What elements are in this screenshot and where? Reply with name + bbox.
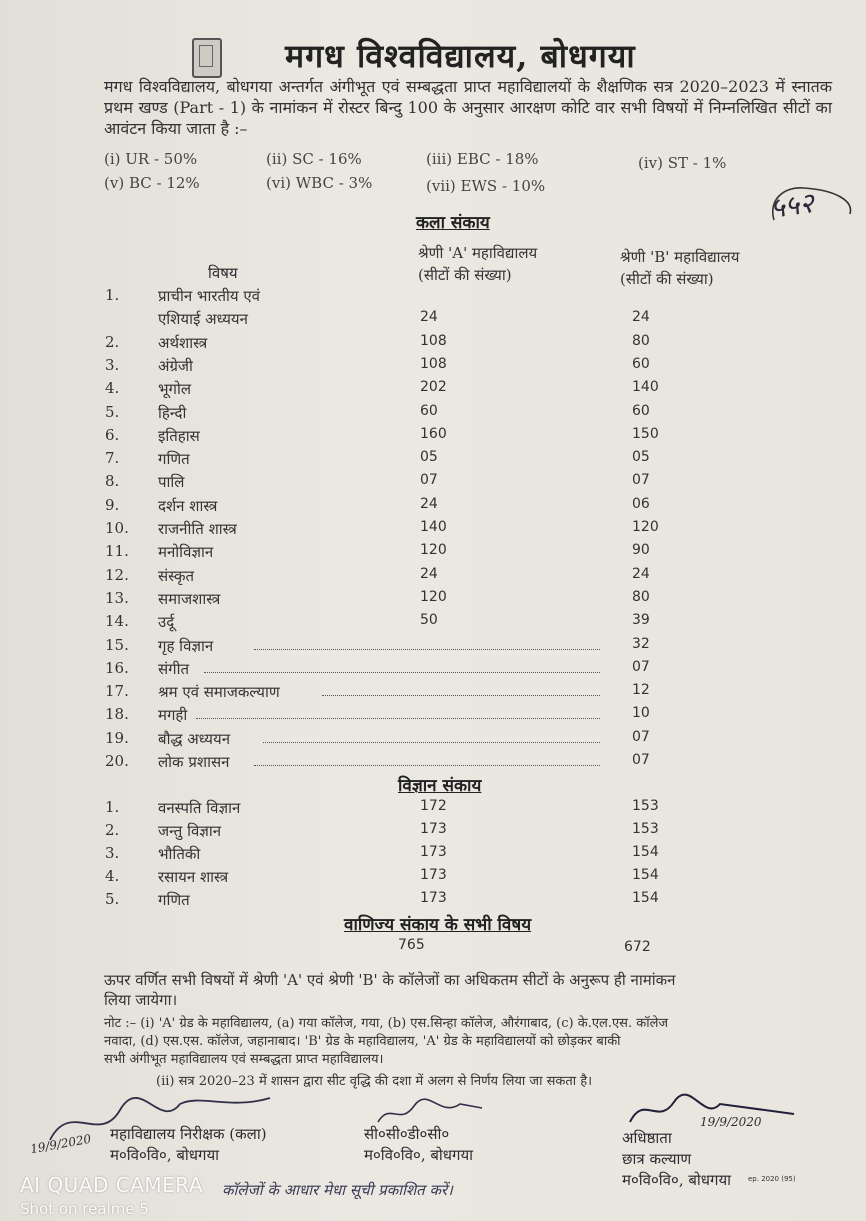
row-subject: भूगोल	[158, 380, 192, 399]
row-subject: पालि	[158, 473, 185, 492]
row-subject: रसायन शास्त्र	[158, 868, 229, 886]
table-row	[0, 636, 866, 658]
arts-heading: कला संकाय	[416, 213, 490, 233]
row-subject: गृह विज्ञान	[158, 636, 214, 655]
camera-watermark: AI QUAD CAMERA	[20, 1173, 204, 1197]
row-number: 4.	[105, 867, 120, 885]
quota-bc: (v) BC - 12%	[104, 174, 200, 192]
subject-column-header: विषय	[208, 264, 238, 282]
table-row	[0, 844, 866, 866]
commerce-heading: वाणिज्य संकाय के सभी विषय	[344, 915, 532, 935]
signature-block-dean	[622, 1128, 731, 1191]
col-b-line1: श्रेणी 'B' महाविद्यालय	[620, 248, 740, 266]
row-number: 20.	[105, 752, 129, 770]
handwritten-number: ५५२	[767, 186, 816, 225]
quota-wbc: (vi) WBC - 3%	[266, 174, 373, 192]
signature-block-inspector	[110, 1124, 267, 1166]
science-heading: विज्ञान संकाय	[398, 776, 482, 796]
row-number: 8.	[105, 472, 120, 491]
row-b-seats: 39	[632, 612, 650, 629]
commerce-b-seats: 672	[624, 939, 651, 955]
row-b-seats: 12	[632, 682, 650, 699]
row-number: 2.	[105, 821, 120, 839]
row-subject: इतिहास	[158, 426, 200, 445]
row-subject: समाजशास्त्र	[158, 589, 221, 608]
row-number: 16.	[105, 658, 129, 677]
row-a-seats: 160	[420, 425, 447, 442]
row-number: 18.	[105, 705, 129, 724]
row-a-seats: 173	[420, 890, 447, 906]
table-row	[0, 612, 866, 634]
arts-col-b-header	[620, 246, 739, 290]
row-number: 6.	[105, 425, 120, 444]
table-row	[0, 379, 866, 401]
row-a-seats: 07	[420, 472, 438, 489]
dean-university: म०वि०वि०, बोधगया	[622, 1171, 732, 1189]
row-subject: जन्तु विज्ञान	[158, 822, 222, 840]
row-a-seats: 24	[420, 495, 438, 512]
col-b-line2: (सीटों की संख्या)	[620, 270, 714, 288]
col-a-line1: श्रेणी 'A' महाविद्यालय	[418, 244, 538, 262]
table-row	[0, 589, 866, 611]
row-subject: उर्दू	[158, 613, 175, 632]
table-row	[0, 659, 866, 681]
table-row	[0, 705, 866, 727]
row-number: 9.	[105, 495, 120, 514]
note-line-3: सभी अंगीभूत महाविद्यालय एवं सम्बद्धता प्राप्त महाविद्यालय।	[104, 1052, 384, 1067]
row-number: 11.	[105, 542, 129, 561]
table-row	[0, 890, 866, 912]
arts-col-a-header	[418, 242, 537, 286]
row-b-seats: 05	[632, 449, 650, 466]
handwritten-date-1: 19/9/2020	[29, 1131, 93, 1157]
table-row	[0, 403, 866, 425]
table-row	[0, 309, 866, 331]
row-subject: वनस्पति विज्ञान	[158, 799, 241, 817]
dean-dept: छात्र कल्याण	[622, 1150, 692, 1168]
row-b-seats: 154	[632, 867, 659, 883]
page-title: मगध विश्वविद्यालय, बोधगया	[285, 37, 636, 75]
row-b-seats: 06	[632, 495, 650, 512]
row-subject: भौतिकी	[158, 845, 201, 863]
row-b-seats: 32	[632, 635, 650, 652]
row-b-seats: 07	[632, 728, 650, 745]
dotted-leader	[204, 659, 600, 673]
table-row	[0, 566, 866, 588]
row-b-seats: 07	[632, 752, 650, 768]
table-row	[0, 426, 866, 448]
row-a-seats: 108	[420, 332, 447, 349]
table-row	[0, 542, 866, 564]
commerce-a-seats: 765	[398, 937, 425, 953]
note-line-4: (ii) सत्र 2020–23 में शासन द्वारा सीट वृद्धि की दशा में अलग से निर्णय लिया जा सकता है।	[156, 1074, 593, 1089]
row-a-seats: 50	[420, 612, 438, 629]
row-subject: हिन्दी	[158, 403, 187, 422]
row-subject: मगही	[158, 706, 188, 725]
row-number: 3.	[105, 355, 120, 374]
row-subject: श्रम एवं समाजकल्याण	[158, 683, 280, 702]
row-subject: संस्कृत	[158, 566, 195, 585]
row-number: 13.	[105, 588, 129, 607]
dean-title: अधिष्ठाता	[622, 1129, 672, 1147]
quota-st: (iv) ST - 1%	[638, 154, 727, 172]
row-subject: लोक प्रशासन	[158, 753, 230, 771]
row-b-seats: 120	[632, 519, 659, 535]
row-number: 7.	[105, 449, 120, 468]
dotted-leader	[322, 682, 600, 696]
row-number: 14.	[105, 612, 129, 631]
row-a-seats: 173	[420, 867, 447, 883]
row-a-seats: 173	[420, 844, 447, 860]
row-a-seats: 108	[420, 355, 447, 372]
row-a-seats: 120	[420, 542, 447, 559]
row-b-seats: 153	[632, 798, 659, 814]
row-b-seats: 80	[632, 332, 650, 349]
row-a-seats: 140	[420, 519, 447, 535]
row-number: 1.	[105, 798, 120, 816]
quota-ews: (vii) EWS - 10%	[426, 177, 546, 195]
row-subject: अर्थशास्त्र	[158, 333, 208, 352]
table-row	[0, 356, 866, 378]
table-row	[0, 729, 866, 751]
commerce-row	[0, 937, 866, 959]
dotted-leader	[263, 729, 600, 743]
row-number: 5.	[105, 890, 120, 908]
table-row	[0, 821, 866, 843]
row-b-seats: 60	[632, 355, 650, 372]
row-a-seats: 172	[420, 798, 447, 814]
row-subject: अंग्रेजी	[158, 356, 193, 375]
inspector-university: म०वि०वि०, बोधगया	[110, 1146, 220, 1164]
row-subject: बौद्ध अध्ययन	[158, 729, 231, 748]
row-b-seats: 07	[632, 658, 650, 675]
signature-block-ccdc	[364, 1124, 473, 1166]
camera-watermark-sub: Shot on realme 5	[20, 1200, 149, 1218]
row-subject: संगीत	[158, 659, 190, 678]
row-b-seats: 60	[632, 402, 650, 419]
row-b-seats: 07	[632, 472, 650, 489]
row-subject: राजनीति शास्त्र	[158, 520, 237, 538]
ccdc-title: सी०सी०डी०सी०	[364, 1125, 450, 1143]
row-b-seats: 24	[632, 565, 650, 582]
row-a-seats: 05	[420, 449, 438, 466]
col-a-line2: (सीटों की संख्या)	[418, 266, 512, 284]
row-a-seats: 24	[420, 565, 438, 582]
row-b-seats: 90	[632, 542, 650, 559]
row-subject: प्राचीन भारतीय एवं	[158, 287, 261, 305]
intro-paragraph: मगध विश्वविद्यालय, बोधगया अन्तर्गत अंगीभूत एवं सम्बद्धता प्राप्त महाविद्यालयों के शैक्षणिक सत्र 2020–2023 में स्नातक प्रथम खण्ड (Part - 1) के नामांकन में रोस्टर बिन्दु 100 के अनुसार आरक्षण कोटि वार सभी विषयों में निम्नलिखित सीटों का आवंटन किया जाता है :–	[104, 77, 832, 138]
table-row	[0, 519, 866, 541]
row-number: 1.	[105, 286, 120, 304]
handwritten-date-3: 19/9/2020	[700, 1115, 762, 1129]
row-subject: गणित	[158, 450, 190, 469]
row-b-seats: 140	[632, 379, 659, 396]
row-number: 19.	[105, 728, 129, 747]
table-row	[0, 798, 866, 820]
row-b-seats: 80	[632, 588, 650, 605]
row-a-seats: 60	[420, 402, 438, 419]
quota-sc: (ii) SC - 16%	[266, 150, 362, 168]
note-line-2: नवादा, (d) एस.एस. कॉलेज, जहानाबाद। 'B' ग्रेड के महाविद्यालय, 'A' ग्रेड के महाविद्यालयों को छोड़कर बाकी	[104, 1034, 621, 1049]
row-number: 4.	[105, 379, 120, 398]
row-a-seats: 24	[420, 309, 438, 326]
table-row	[0, 496, 866, 518]
quota-ur: (i) UR - 50%	[104, 150, 198, 168]
row-number: 2.	[105, 332, 120, 351]
row-b-seats: 150	[632, 425, 659, 442]
row-a-seats: 120	[420, 588, 447, 605]
row-number: 12.	[105, 565, 129, 584]
row-number: 17.	[105, 682, 129, 701]
table-row	[0, 752, 866, 774]
table-row	[0, 449, 866, 471]
handwritten-circle-mark	[764, 180, 860, 236]
row-number: 10.	[105, 519, 129, 537]
row-b-seats: 10	[632, 705, 650, 722]
table-row	[0, 472, 866, 494]
row-number: 3.	[105, 844, 120, 862]
dotted-leader	[254, 636, 600, 650]
stamp-text: ep. 2020 (95)	[748, 1175, 796, 1183]
row-a-seats: 202	[420, 379, 447, 396]
dotted-leader	[196, 705, 600, 719]
note-line-1: नोट :– (i) 'A' ग्रेड के महाविद्यालय, (a) गया कॉलेज, गया, (b) एस.सिन्हा कॉलेज, औरंगाबाद, (c) के.एल.एस. कॉलेज	[104, 1016, 669, 1031]
row-subject: दर्शन शास्त्र	[158, 496, 218, 515]
row-b-seats: 153	[632, 821, 659, 837]
ccdc-university: म०वि०वि०, बोधगया	[364, 1146, 474, 1164]
row-number: 15.	[105, 635, 129, 654]
dotted-leader	[254, 752, 600, 766]
table-row	[0, 867, 866, 889]
row-b-seats: 154	[632, 890, 659, 906]
table-row	[0, 286, 866, 308]
handwritten-note: कॉलेजों के आधार मेधा सूची प्रकाशित करें।	[222, 1181, 453, 1199]
row-subject: एशियाई अध्ययन	[158, 310, 248, 329]
row-b-seats: 24	[632, 309, 650, 326]
table-row	[0, 333, 866, 355]
footer-line-1: ऊपर वर्णित सभी विषयों में श्रेणी 'A' एवं श्रेणी 'B' के कॉलेजों का अधिकतम सीटों के अनुरूप ही नामांकन	[104, 971, 676, 989]
quota-ebc: (iii) EBC - 18%	[426, 150, 539, 168]
row-subject: मनोविज्ञान	[158, 543, 214, 562]
footer-line-2: लिया जायेगा।	[104, 991, 178, 1009]
row-subject: गणित	[158, 891, 190, 909]
row-a-seats: 173	[420, 821, 447, 837]
row-number: 5.	[105, 402, 120, 421]
university-logo	[192, 38, 222, 78]
row-b-seats: 154	[632, 844, 659, 860]
inspector-title: महाविद्यालय निरीक्षक (कला)	[110, 1125, 267, 1143]
table-row	[0, 682, 866, 704]
